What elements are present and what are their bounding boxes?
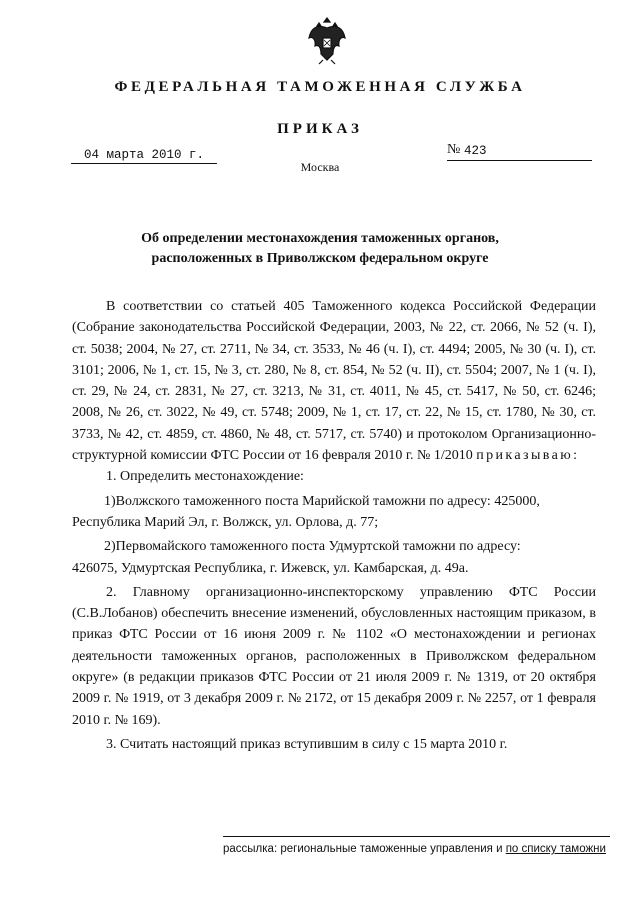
subitem-1-first-line: Волжского таможенного поста Марийской таможни по адресу: 425000,: [115, 493, 540, 509]
subitem-1-number: 1): [104, 493, 116, 509]
paragraph-3: 3. Считать настоящий приказ вступившим в силу с 15 марта 2010 г.: [106, 736, 508, 752]
order-date: 04 марта 2010 г.: [71, 148, 217, 164]
subitem-1-rest: Республика Марий Эл, г. Волжск, ул. Орлова, д. 77;: [72, 514, 379, 530]
agency-name: ФЕДЕРАЛЬНАЯ ТАМОЖЕННАЯ СЛУЖБА: [114, 79, 526, 95]
preamble-text: В соответствии со статьей 405 Таможенного кодекса Российской Федерации (Собрание законодательства Российской Федерации, 2003, № 22, ст. 2066, № 52 (ч. I), ст. 5038; 2004, № 27, ст. 2711, № 34, ст. 3533, № 46 (ч. I), ст. 4494; 2005, № 30 (ч. I), ст. 3101; 2006, № 1, ст. 15, № 3, ст. 280, № 8, ст. 854, № 52 (ч. II), ст. 5504; 2007, № 1 (ч. I), ст. 29, № 24, ст. 2831, № 27, ст. 3213, № 31, ст. 4011, № 45, ст. 5417, № 50, ст. 6246; 2008, № 26, ст. 3022, № 49, ст. 5748; 2009, № 1, ст. 17, ст. 22, № 15, ст. 1780, № 30, ст. 3733, № 42, ст. 4859, ст. 4860, № 48, ст. 5717, ст. 5740) и протоколом Организационно-структурной комиссии ФТС России от 16 февраля 2010 г. № 1/2010: [72, 299, 596, 464]
paragraph-1: 1. Определить местонахождение:: [106, 469, 304, 485]
document-type: ПРИКАЗ: [277, 121, 363, 137]
order-number-field: [447, 142, 592, 161]
subitem-2-number: 2): [104, 539, 116, 555]
number-sign: №: [447, 142, 461, 157]
subitem-2-first-line: Первомайского таможенного поста Удмуртской таможни по адресу:: [115, 539, 521, 555]
paragraph-2: 2. Главному организационно-инспекторскому управлению ФТС России (С.В.Лобанов) обеспечить внесение изменений, обусловленных настоящим приказом, в приказ ФТС России от 16 июня 2009 г. № 1102 «О местонахождении и регионах деятельности таможенных органов, расположенных в Приволжском федеральном округе» (в редакции приказов ФТС России от 21 июля 2009 г. № 1319, от 20 октября 2009 г. № 1919, от 3 декабря 2009 г. № 2172, от 15 декабря 2009 г. № 2257, от 1 февраля 2010 г. № 169).: [72, 584, 596, 728]
coat-of-arms-emblem: [307, 14, 347, 66]
mailing-list: [223, 836, 610, 855]
subitem-2-rest: 426075, Удмуртская Республика, г. Ижевск, ул. Камбарская, д. 49а.: [72, 560, 469, 576]
order-word: приказываю:: [476, 448, 580, 464]
order-subject: [100, 229, 540, 269]
order-number: 423: [464, 144, 487, 158]
subitem-1: [72, 491, 596, 512]
order-body: [72, 296, 596, 755]
subject-line-1: Об определении местонахождения таможенных органов,: [141, 231, 499, 246]
mailing-prefix: рассылка: региональные таможенные управления и: [223, 843, 506, 855]
mailing-underlined: по списку таможни: [505, 843, 606, 855]
preamble-paragraph: [72, 296, 596, 466]
city: Москва: [300, 160, 340, 174]
subitem-2: [72, 536, 596, 557]
subject-line-2: расположенных в Приволжском федеральном округе: [151, 251, 489, 266]
